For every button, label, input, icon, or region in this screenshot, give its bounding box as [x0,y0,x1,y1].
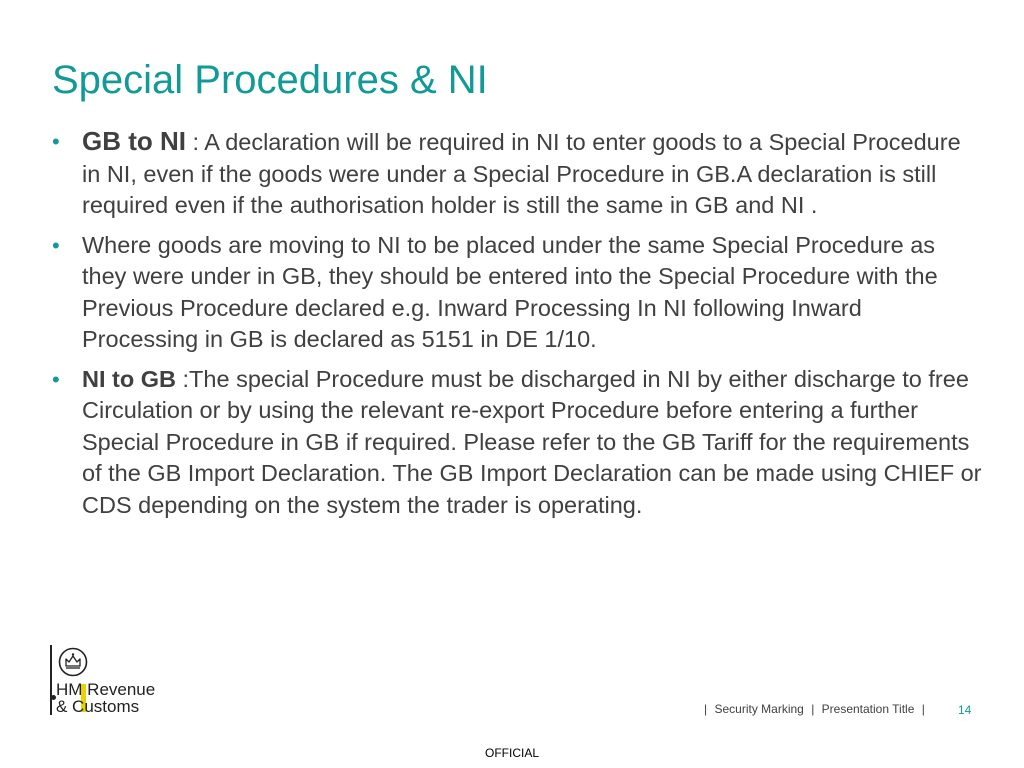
logo-line2: & Customs [56,697,140,716]
bullet-text: : A declaration will be required in NI to enter goods to a Special Procedure in NI, even if the goods were under a Special Procedure in GB.A declaration is still required even if the authorisation holder is still the same in GB and NI . [82,129,961,218]
footer-meta [700,702,929,716]
logo-bar [50,645,52,715]
bullet-icon: • [52,129,60,154]
bullet-list [52,126,982,521]
footer-separator: | [704,702,708,716]
logo-text [56,681,155,715]
bullet-icon: • [52,232,60,258]
crown-crest-icon [58,647,88,677]
bullet-same-procedure [52,230,982,356]
security-marking: Security Marking [714,702,804,716]
bullet-gb-to-ni [52,126,982,222]
bullet-icon: • [52,366,60,392]
slide-title: Special Procedures & NI [52,58,488,102]
bullet-lead: GB to NI [82,126,186,156]
page-number: 14 [958,703,972,717]
logo-line1: HM Revenue [56,680,156,699]
footer-separator: | [921,702,925,716]
bullet-text: :The special Procedure must be discharged in NI by either discharge to free Circulation or by using the relevant re-export Procedure before entering a further Special Procedure in GB if required. Please refer to the GB Tariff for the requirements of the GB Import Declaration. The GB Import Declaration can be made using CHIEF or CDS depending on the system the trader is operating. [82,365,982,518]
bullet-ni-to-gb [52,364,982,522]
footer-separator: | [811,702,815,716]
presentation-title: Presentation Title [821,702,915,716]
bullet-lead: NI to GB [82,365,176,392]
hmrc-logo [50,645,190,720]
classification-label: OFFICIAL [484,746,539,760]
bullet-text: Where goods are moving to NI to be placed under the same Special Procedure as they were under in GB, they should be entered into the Special Procedure with the Previous Procedure declared e.g. Inward Processing In NI following Inward Processing in GB is declared as 5151 in DE 1/10. [82,231,938,352]
